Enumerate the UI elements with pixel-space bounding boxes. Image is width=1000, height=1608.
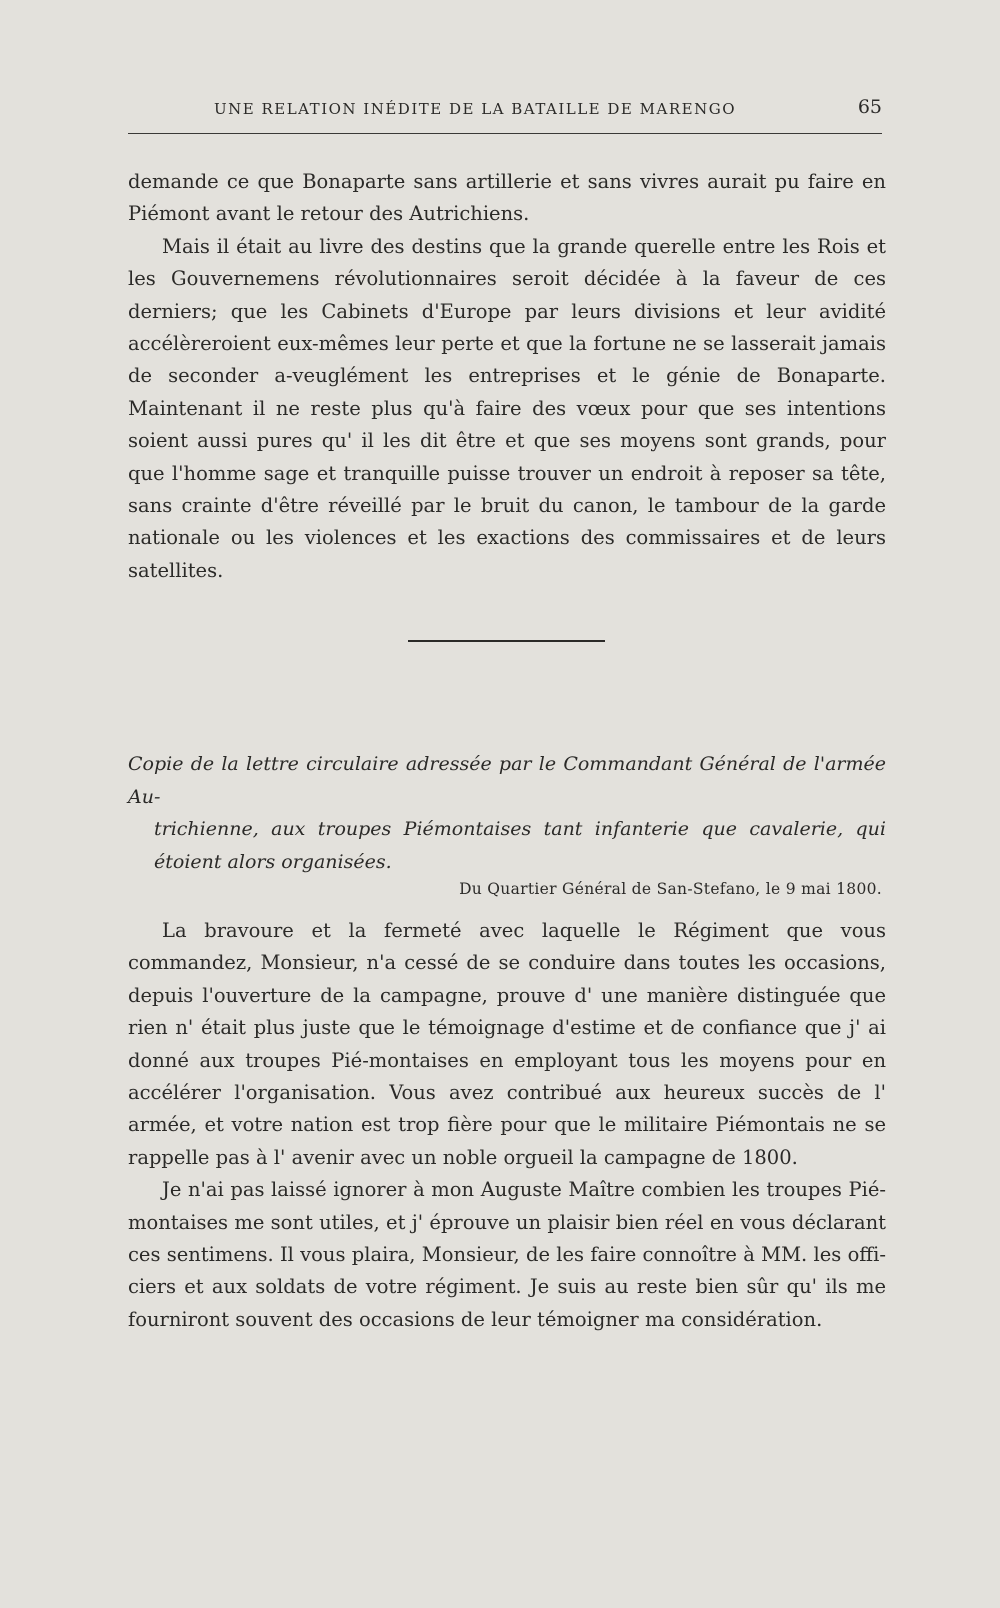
running-head	[128, 94, 882, 122]
paragraph: La bravoure et la fermeté avec laquelle le Régiment que vous commandez, Monsieur, n'a cessé de se conduire dans toutes les occasions, depuis l'ouverture de la campagne, prouve d' une manière distinguée que rien n' était plus juste que le témoignage d'estime et de confiance que j' ai donné aux troupes Pié-montaises en employant tous les moyens pour en accélérer l'organisation. Vous avez contribué aux heureux succès de l' armée, et votre nation est trop fière pour que le militaire Piémontais ne se rappelle pas à l' avenir avec un noble orgueil la campagne de 1800.	[128, 919, 886, 1169]
paragraph: Mais il était au livre des destins que la grande querelle entre les Rois et les Gouvernemens révolutionnaires seroit décidée à la faveur de ces derniers; que les Cabinets d'Europe par leurs divisions et leur avidité accélèreroient eux-mêmes leur perte et que la fortune ne se lasserait jamais de seconder a-veuglément les entreprises et le génie de Bonaparte. Maintenant il ne reste plus qu'à faire des vœux pour que ses intentions soient aussi pures qu' il les dit être et que ses moyens sont grands, pour que l'homme sage et tranquille puisse trouver un endroit à reposer sa tête, sans crainte d'être réveillé par le bruit du canon, le tambour de la garde nationale ou les violences et les exactions des commissaires et de leurs satellites.	[128, 234, 886, 582]
letter-caption	[128, 748, 886, 878]
paragraph: demande ce que Bonaparte sans artillerie et sans vivres aurait pu faire en Piémont avant le retour des Autrichiens.	[128, 170, 886, 226]
section-separator	[408, 640, 605, 642]
paragraph: Je n'ai pas laissé ignorer à mon Auguste Maître combien les troupes Pié-montaises me sont utiles, et j' éprouve un plaisir bien réel en vous déclarant ces sentimens. Il vous plaira, Monsieur, de les faire connoître à MM. les offi-ciers et aux soldats de votre régiment. Je suis au reste bien sûr qu' ils me fourniront souvent des occasions de leur témoigner ma considération.	[128, 1178, 886, 1331]
page-number: 65	[857, 96, 882, 118]
caption-first-line: Copie de la lettre circulaire adressée par le Commandant Général de l'armée Au-	[128, 753, 886, 808]
dateline: Du Quartier Général de San-Stefano, le 9 mai 1800.	[459, 880, 882, 898]
running-title: UNE RELATION INÉDITE DE LA BATAILLE DE MARENGO	[213, 100, 736, 118]
body-text-top	[128, 166, 886, 587]
header-rule	[128, 133, 882, 134]
body-text-bottom	[128, 915, 886, 1336]
caption-continuation: trichienne, aux troupes Piémontaises tant infanterie que cavalerie, qui étoient alors organisées.	[154, 818, 886, 873]
